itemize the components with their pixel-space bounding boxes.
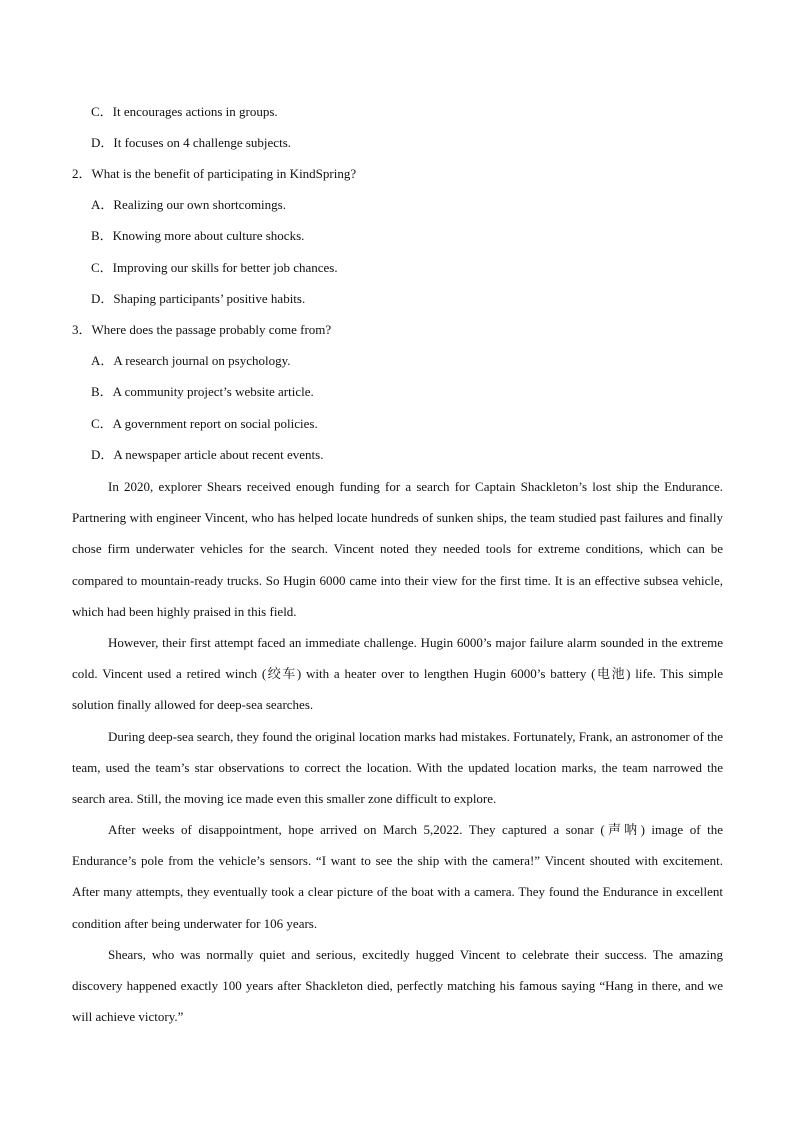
q3-option-c: C．A government report on social policies. [91,416,318,431]
q2-option-d: D．Shaping participants’ positive habits. [91,291,306,306]
q2-option-b: B．Knowing more about culture shocks. [91,228,305,243]
passage-paragraph-2: However, their first attempt faced an immediate challenge. Hugin 6000’s major failure alarm sounded in the extreme cold. Vincent used a retired winch (绞车) with a heater over to lengthen Hugin 6000’s battery (电池) life. This simple solution finally allowed for deep-sea searches. [72,635,723,713]
q3-option-d: D．A newspaper article about recent events. [91,447,324,462]
q1-option-c: C．It encourages actions in groups. [91,104,278,119]
passage-paragraph-3: During deep-sea search, they found the original location marks had mistakes. Fortunately, Frank, an astronomer of the team, used the team’s star observations to correct the location. With the updated location marks, the team narrowed the search area. Still, the moving ice made even this smaller zone difficult to explore. [72,729,723,807]
q2-option-c: C．Improving our skills for better job chances. [91,260,338,275]
q3-stem: 3．Where does the passage probably come from? [72,322,332,337]
q2-stem: 2．What is the benefit of participating in KindSpring? [72,166,357,181]
q3-option-a: A．A research journal on psychology. [91,353,291,368]
passage-paragraph-5: Shears, who was normally quiet and serious, excitedly hugged Vincent to celebrate their success. The amazing discovery happened exactly 100 years after Shackleton died, perfectly matching his famous saying “Hang in there, and we will achieve victory.” [72,947,723,1025]
q3-option-b: B．A community project’s website article. [91,384,314,399]
passage-paragraph-1: In 2020, explorer Shears received enough funding for a search for Captain Shackleton’s lost ship the Endurance. Partnering with engineer Vincent, who has helped locate hundreds of sunken ships, the team studied past failures and finally chose firm underwater vehicles for the search. Vincent noted they needed tools for extreme conditions, which can be compared to mountain-ready trucks. So Hugin 6000 came into their view for the first time. It is an effective subsea vehicle, which had been highly praised in this field. [72,479,723,619]
passage-paragraph-4: After weeks of disappointment, hope arrived on March 5,2022. They captured a sonar (声呐) image of the Endurance’s pole from the vehicle’s sensors. “I want to see the ship with the camera!” Vincent shouted with excitement. After many attempts, they eventually took a clear picture of the boat with a camera. They found the Endurance in excellent condition after being underwater for 106 years. [72,822,723,931]
q1-option-d: D．It focuses on 4 challenge subjects. [91,135,292,150]
q2-option-a: A．Realizing our own shortcomings. [91,197,286,212]
